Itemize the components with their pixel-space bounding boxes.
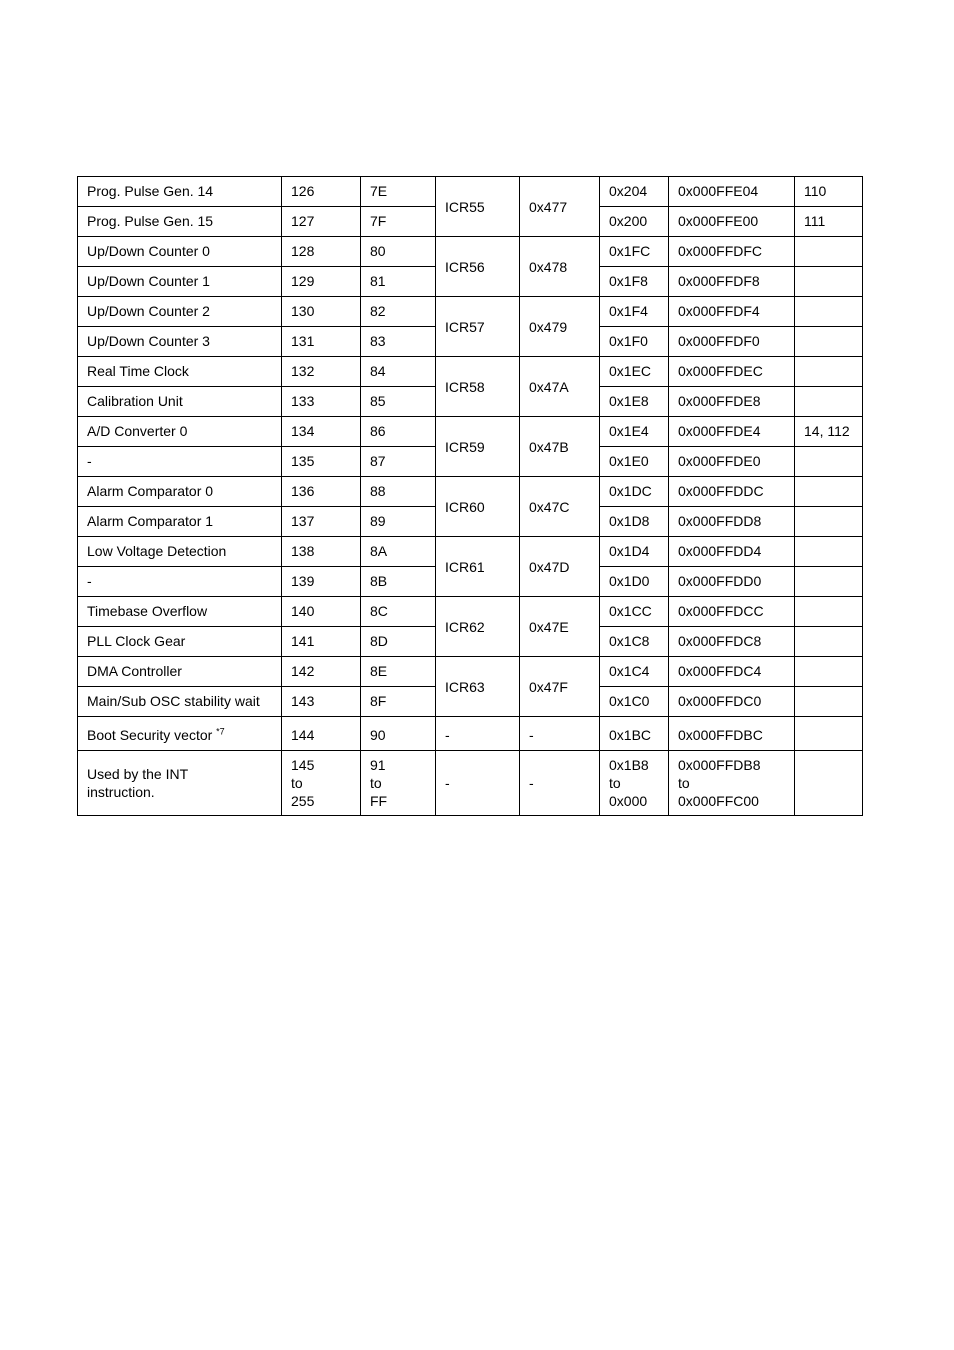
cell-icr: -: [436, 751, 520, 816]
cell-icr-addr: 0x47B: [520, 417, 600, 477]
cell-hex: 90: [361, 717, 436, 751]
cell-icr-addr: 0x47E: [520, 597, 600, 657]
cell-offset: 0x1E8: [600, 387, 669, 417]
cell-ref: 14, 112: [795, 417, 863, 447]
cell-ref: [795, 657, 863, 687]
cell-hex: 8E: [361, 657, 436, 687]
cell-hex: [361, 751, 436, 816]
cell-offset: 0x1F8: [600, 267, 669, 297]
cell-offset: 0x1C0: [600, 687, 669, 717]
cell-addr: 0x000FFDFC: [669, 237, 795, 267]
cell-addr: 0x000FFDC8: [669, 627, 795, 657]
cell-name: Prog. Pulse Gen. 15: [78, 207, 282, 237]
cell-hex-line: to: [370, 775, 382, 791]
cell-dec: 144: [282, 717, 361, 751]
interrupt-vector-table: [77, 176, 863, 816]
cell-addr: 0x000FFDE0: [669, 447, 795, 477]
table-row: [78, 417, 863, 447]
cell-hex: 86: [361, 417, 436, 447]
cell-ref: [795, 627, 863, 657]
cell-name: -: [78, 447, 282, 477]
cell-hex-line: 91: [370, 757, 386, 773]
cell-name-line1: Used by the INT: [87, 766, 189, 782]
cell-ref: [795, 327, 863, 357]
table-row: [78, 477, 863, 507]
cell-hex: 83: [361, 327, 436, 357]
cell-addr: 0x000FFDD4: [669, 537, 795, 567]
cell-name: Prog. Pulse Gen. 14: [78, 177, 282, 207]
cell-name: Alarm Comparator 0: [78, 477, 282, 507]
table-row: [78, 237, 863, 267]
cell-hex: 89: [361, 507, 436, 537]
cell-ref: 110: [795, 177, 863, 207]
table-body: [78, 177, 863, 816]
cell-icr-addr: -: [520, 751, 600, 816]
cell-offset-line: 0x1B8: [609, 757, 649, 773]
cell-offset: 0x1E4: [600, 417, 669, 447]
cell-name: Timebase Overflow: [78, 597, 282, 627]
cell-name: [78, 751, 282, 816]
cell-dec-line: 145: [291, 757, 315, 773]
cell-dec: 140: [282, 597, 361, 627]
cell-hex-line: FF: [370, 793, 388, 809]
cell-dec: [282, 751, 361, 816]
cell-name: Main/Sub OSC stability wait: [78, 687, 282, 717]
cell-hex: 85: [361, 387, 436, 417]
cell-hex: 88: [361, 477, 436, 507]
cell-dec: 129: [282, 267, 361, 297]
cell-addr: 0x000FFDD0: [669, 567, 795, 597]
cell-dec: 127: [282, 207, 361, 237]
cell-addr: 0x000FFDC4: [669, 657, 795, 687]
cell-icr-addr: -: [520, 717, 600, 751]
cell-icr-addr: 0x477: [520, 177, 600, 237]
cell-icr: ICR57: [436, 297, 520, 357]
cell-dec: 136: [282, 477, 361, 507]
cell-ref: [795, 267, 863, 297]
cell-addr: 0x000FFDD8: [669, 507, 795, 537]
cell-name-line2: instruction.: [87, 784, 155, 800]
cell-offset: 0x1BC: [600, 717, 669, 751]
cell-dec: 135: [282, 447, 361, 477]
cell-dec: 126: [282, 177, 361, 207]
cell-ref: [795, 387, 863, 417]
cell-offset-line: to: [609, 775, 621, 791]
cell-addr: 0x000FFDDC: [669, 477, 795, 507]
cell-dec: 132: [282, 357, 361, 387]
cell-ref: [795, 507, 863, 537]
cell-dec: 137: [282, 507, 361, 537]
cell-ref: [795, 477, 863, 507]
cell-name: Up/Down Counter 2: [78, 297, 282, 327]
cell-icr-addr: 0x47A: [520, 357, 600, 417]
cell-icr: ICR62: [436, 597, 520, 657]
cell-hex: 8F: [361, 687, 436, 717]
cell-ref: [795, 297, 863, 327]
cell-addr: 0x000FFDEC: [669, 357, 795, 387]
cell-hex: 82: [361, 297, 436, 327]
cell-icr-addr: 0x478: [520, 237, 600, 297]
cell-dec: 130: [282, 297, 361, 327]
cell-icr: ICR60: [436, 477, 520, 537]
cell-offset: 0x1DC: [600, 477, 669, 507]
cell-addr-line: to: [678, 775, 690, 791]
cell-name-text: Boot Security vector: [87, 726, 213, 743]
cell-addr: 0x000FFDF4: [669, 297, 795, 327]
cell-offset: 0x1C8: [600, 627, 669, 657]
cell-name: A/D Converter 0: [78, 417, 282, 447]
cell-icr: ICR63: [436, 657, 520, 717]
cell-ref: [795, 537, 863, 567]
cell-addr-line: 0x000FFDB8: [678, 757, 761, 773]
cell-icr: ICR61: [436, 537, 520, 597]
table-row: [78, 537, 863, 567]
footnote-mark: *7: [216, 725, 225, 736]
cell-dec: 134: [282, 417, 361, 447]
cell-dec-line: to: [291, 775, 303, 791]
cell-name: -: [78, 567, 282, 597]
cell-hex: 8D: [361, 627, 436, 657]
cell-icr-addr: 0x47F: [520, 657, 600, 717]
table-row-int-instruction: [78, 751, 863, 816]
cell-dec: 131: [282, 327, 361, 357]
cell-offset: 0x1F4: [600, 297, 669, 327]
cell-dec: 139: [282, 567, 361, 597]
cell-name: DMA Controller: [78, 657, 282, 687]
cell-offset: 0x1D8: [600, 507, 669, 537]
table-row: [78, 597, 863, 627]
cell-hex: 81: [361, 267, 436, 297]
cell-dec: 138: [282, 537, 361, 567]
cell-addr: 0x000FFDBC: [669, 717, 795, 751]
table-row: [78, 297, 863, 327]
cell-ref: [795, 597, 863, 627]
cell-offset: 0x1D0: [600, 567, 669, 597]
cell-offset: 0x1C4: [600, 657, 669, 687]
cell-hex: 87: [361, 447, 436, 477]
cell-dec: 143: [282, 687, 361, 717]
cell-ref: [795, 717, 863, 751]
cell-hex: 7E: [361, 177, 436, 207]
cell-offset: 0x204: [600, 177, 669, 207]
cell-icr-addr: 0x47C: [520, 477, 600, 537]
cell-offset: [600, 751, 669, 816]
cell-offset: 0x1E0: [600, 447, 669, 477]
cell-offset-line: 0x000: [609, 793, 648, 809]
cell-name: Calibration Unit: [78, 387, 282, 417]
cell-ref: [795, 567, 863, 597]
table-row-boot-security: [78, 717, 863, 751]
cell-addr: 0x000FFDF8: [669, 267, 795, 297]
cell-name: Up/Down Counter 3: [78, 327, 282, 357]
cell-ref: [795, 447, 863, 477]
cell-addr: 0x000FFDC0: [669, 687, 795, 717]
cell-icr: ICR58: [436, 357, 520, 417]
cell-addr: 0x000FFE00: [669, 207, 795, 237]
cell-icr-addr: 0x479: [520, 297, 600, 357]
cell-hex: 8B: [361, 567, 436, 597]
cell-hex: 8C: [361, 597, 436, 627]
cell-addr: 0x000FFDCC: [669, 597, 795, 627]
cell-ref: [795, 687, 863, 717]
cell-addr: 0x000FFDE4: [669, 417, 795, 447]
cell-icr: ICR59: [436, 417, 520, 477]
cell-name: Real Time Clock: [78, 357, 282, 387]
cell-ref: [795, 751, 863, 816]
cell-offset: 0x1EC: [600, 357, 669, 387]
cell-icr: ICR55: [436, 177, 520, 237]
cell-offset: 0x1D4: [600, 537, 669, 567]
table-row: [78, 657, 863, 687]
cell-ref: [795, 357, 863, 387]
cell-dec-line: 255: [291, 793, 315, 809]
cell-hex: 7F: [361, 207, 436, 237]
cell-ref: 111: [795, 207, 863, 237]
cell-offset: 0x1FC: [600, 237, 669, 267]
cell-addr: [669, 751, 795, 816]
cell-hex: 84: [361, 357, 436, 387]
cell-name: [78, 717, 282, 751]
cell-addr: 0x000FFDF0: [669, 327, 795, 357]
cell-dec: 141: [282, 627, 361, 657]
cell-hex: 8A: [361, 537, 436, 567]
cell-name: Low Voltage Detection: [78, 537, 282, 567]
cell-icr: ICR56: [436, 237, 520, 297]
cell-name: PLL Clock Gear: [78, 627, 282, 657]
cell-icr-addr: 0x47D: [520, 537, 600, 597]
cell-dec: 133: [282, 387, 361, 417]
cell-name: Up/Down Counter 0: [78, 237, 282, 267]
cell-addr: 0x000FFDE8: [669, 387, 795, 417]
cell-dec: 128: [282, 237, 361, 267]
cell-addr: 0x000FFE04: [669, 177, 795, 207]
cell-dec: 142: [282, 657, 361, 687]
cell-offset: 0x1CC: [600, 597, 669, 627]
cell-addr-line: 0x000FFC00: [678, 793, 759, 809]
cell-ref: [795, 237, 863, 267]
cell-offset: 0x1F0: [600, 327, 669, 357]
table-row: [78, 357, 863, 387]
cell-name: Alarm Comparator 1: [78, 507, 282, 537]
cell-icr: -: [436, 717, 520, 751]
table-row: [78, 177, 863, 207]
cell-name: Up/Down Counter 1: [78, 267, 282, 297]
cell-hex: 80: [361, 237, 436, 267]
cell-offset: 0x200: [600, 207, 669, 237]
